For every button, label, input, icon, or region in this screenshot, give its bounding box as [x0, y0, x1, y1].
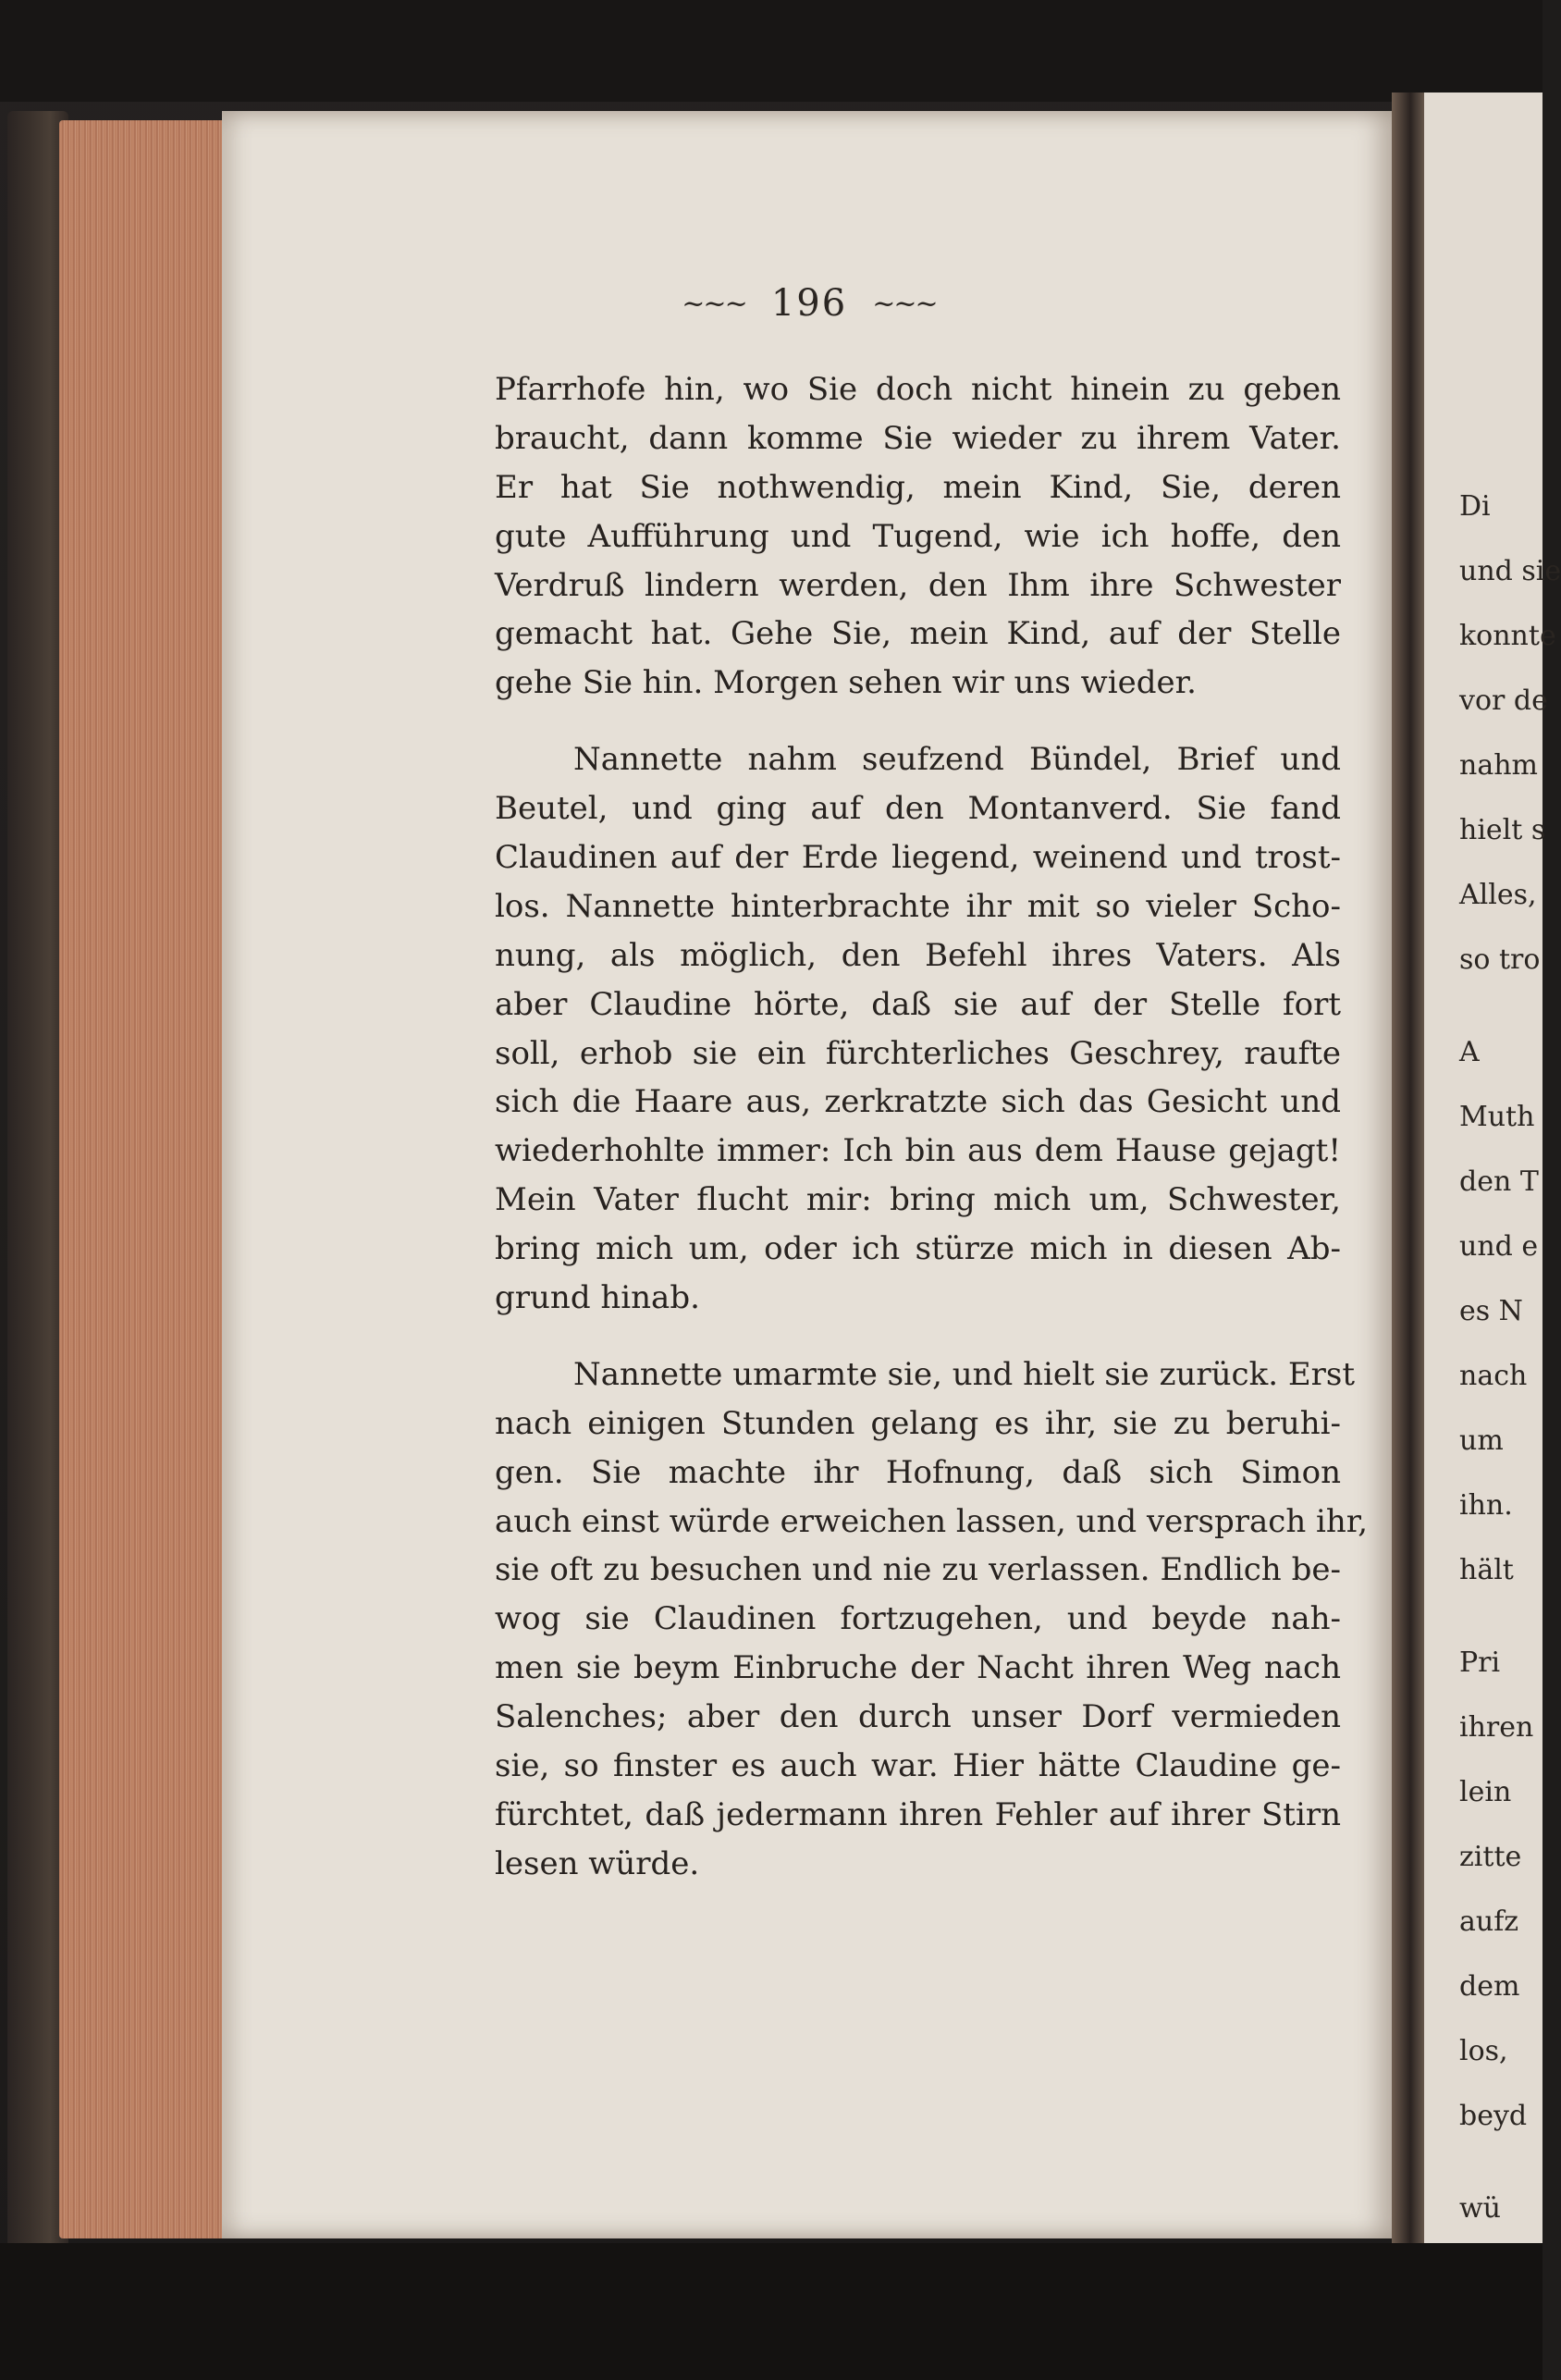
- next-page-fragment: wü: [1459, 2192, 1501, 2225]
- text-line: Salenches; aber den durch unser Dorf vermieden: [495, 1698, 1341, 1736]
- background-top: [0, 0, 1543, 102]
- next-page-fragment: beyd: [1459, 2100, 1528, 2132]
- text-line: aber Claudine hörte, daß sie auf der Stelle fort: [495, 985, 1341, 1023]
- text-line: sie, so finster es auch war. Hier hätte Claudine ge-: [495, 1747, 1341, 1785]
- text-line: Pfarrhofe hin, wo Sie doch nicht hinein zu geben: [495, 371, 1341, 408]
- text-line: men sie beym Einbruche der Nacht ihren Weg nach: [495, 1649, 1341, 1687]
- text-line: Nannette nahm seufzend Bündel, Brief und: [573, 741, 1341, 779]
- text-line: Mein Vater flucht mir: bring mich um, Schwester,: [495, 1181, 1341, 1219]
- next-page-fragment: es N: [1459, 1295, 1523, 1327]
- next-page-fragment: nach: [1459, 1360, 1528, 1392]
- next-page-fragment: los,: [1459, 2035, 1508, 2067]
- book-gutter: [1392, 92, 1429, 2257]
- text-line: bring mich um, oder ich stürze mich in diesen Ab-: [495, 1230, 1341, 1268]
- next-page-fragment: nahm: [1459, 749, 1538, 782]
- text-line: gute Aufführung und Tugend, wie ich hoffe, den: [495, 517, 1341, 555]
- next-page-fragment: den T: [1459, 1165, 1539, 1198]
- text-line: Er hat Sie nothwendig, mein Kind, Sie, deren: [495, 468, 1341, 506]
- page-header: [222, 282, 1396, 325]
- background-bottom: [0, 2243, 1543, 2380]
- text-line: grund hinab.: [495, 1279, 700, 1317]
- body-text: [495, 365, 1369, 1889]
- next-page-fragment: vor de: [1459, 684, 1548, 717]
- text-line: lesen würde.: [495, 1844, 700, 1882]
- text-line: wiederhohlte immer: Ich bin aus dem Hause gejagt!: [495, 1132, 1341, 1170]
- page-edges: [59, 120, 226, 2238]
- next-page-fragment: und e: [1459, 1230, 1539, 1263]
- next-page-fragment: zitte: [1459, 1841, 1522, 1873]
- text-line: Nannette umarmte sie, und hielt sie zurück. Erst: [573, 1355, 1356, 1393]
- text-line: Verdruß lindern werden, den Ihm ihre Schwester: [495, 566, 1341, 604]
- paragraph-gap: [495, 708, 1341, 735]
- text-line: auch einst würde erweichen lassen, und versprach ihr,: [495, 1502, 1369, 1540]
- next-page-edge: [1424, 92, 1561, 2257]
- text-line: sich die Haare aus, zerkratzte sich das Gesicht und: [495, 1083, 1341, 1121]
- next-page-fragment: ihn.: [1459, 1489, 1513, 1522]
- next-page-fragment: und sie: [1459, 555, 1561, 587]
- next-page-fragment: Muth: [1459, 1101, 1535, 1133]
- next-page-fragment: Pri: [1459, 1646, 1501, 1679]
- text-line: gemacht hat. Gehe Sie, mein Kind, auf der Stelle: [495, 615, 1341, 653]
- text-line: Beutel, und ging auf den Montanverd. Sie fand: [495, 790, 1341, 828]
- text-line: braucht, dann komme Sie wieder zu ihrem Vater.: [495, 419, 1341, 457]
- next-page-fragment: Di: [1459, 490, 1491, 523]
- ornament-left: ~~~: [682, 287, 746, 320]
- text-line: wog sie Claudinen fortzugehen, und beyde nah-: [495, 1600, 1341, 1638]
- text-line: gehe Sie hin. Morgen sehen wir uns wieder.: [495, 664, 1197, 702]
- page-number: 196: [770, 282, 848, 325]
- next-page-fragment: aufz: [1459, 1905, 1519, 1938]
- text-line: los. Nannette hinterbrachte ihr mit so vieler Scho-: [495, 887, 1341, 925]
- paragraph-gap: [495, 1323, 1341, 1350]
- next-page-fragment: Alles,: [1459, 879, 1537, 911]
- next-page-fragment: konnte: [1459, 620, 1556, 652]
- next-page-fragment: ihren: [1459, 1711, 1534, 1744]
- next-page-fragment: so tro: [1459, 943, 1541, 976]
- text-line: Claudinen auf der Erde liegend, weinend und trost-: [495, 839, 1341, 877]
- text-line: fürchtet, daß jedermann ihren Fehler auf ihrer Stirn: [495, 1795, 1341, 1833]
- next-page-fragment: hält: [1459, 1554, 1514, 1586]
- next-page-fragment: dem: [1459, 1970, 1520, 2003]
- ornament-right: ~~~: [872, 287, 937, 320]
- next-page-fragment: um: [1459, 1424, 1504, 1457]
- text-line: nach einigen Stunden gelang es ihr, sie zu beruhi-: [495, 1404, 1341, 1442]
- text-line: nung, als möglich, den Befehl ihres Vaters. Als: [495, 936, 1341, 974]
- text-line: gen. Sie machte ihr Hofnung, daß sich Simon: [495, 1453, 1341, 1491]
- next-page-fragment: A: [1459, 1036, 1480, 1068]
- next-page-fragment: lein: [1459, 1776, 1512, 1808]
- text-line: soll, erhob sie ein fürchterliches Geschrey, raufte: [495, 1034, 1341, 1072]
- text-line: sie oft zu besuchen und nie zu verlassen. Endlich be-: [495, 1551, 1341, 1589]
- next-page-fragment: hielt s: [1459, 814, 1546, 846]
